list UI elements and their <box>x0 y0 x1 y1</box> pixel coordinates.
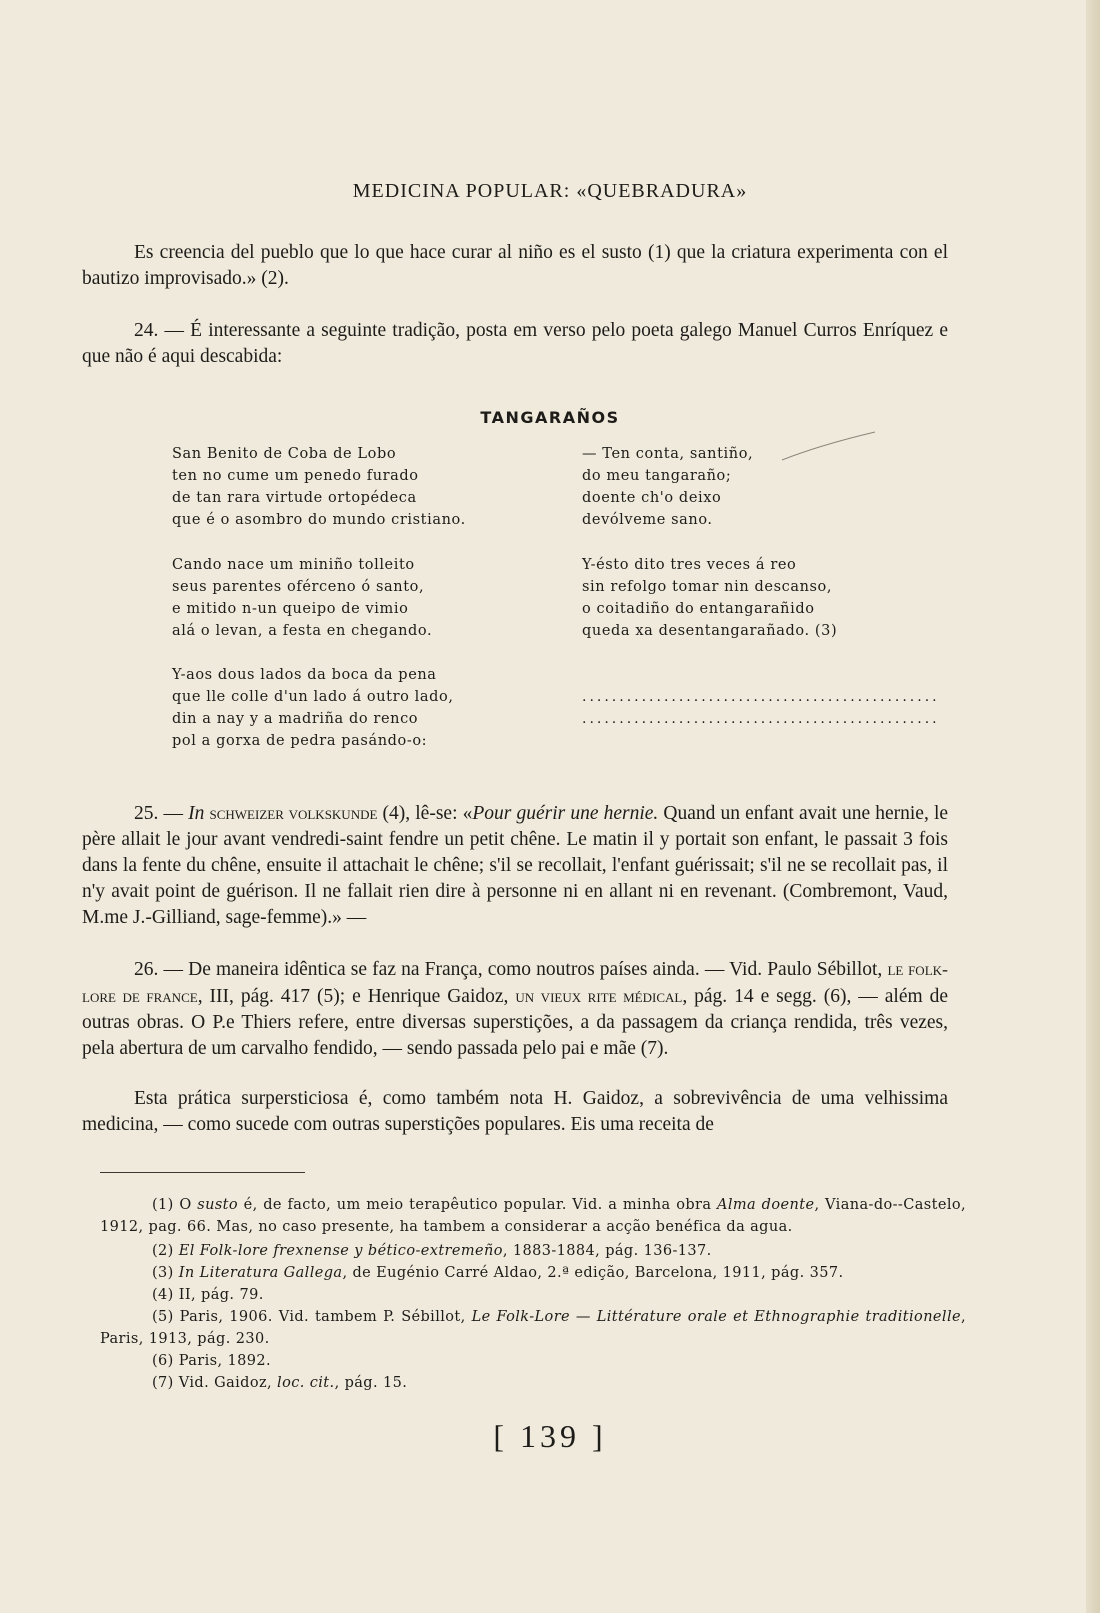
italic-term: loc. cit. <box>277 1375 335 1391</box>
italic-heading: Pour guérir une hernie. <box>472 803 659 824</box>
running-head: MEDICINA POPULAR: «QUEBRADURA» <box>352 180 748 202</box>
text-fragment: (2) <box>152 1243 179 1259</box>
source-title: schweizer volkskunde <box>209 803 378 823</box>
paragraph-number: 25. — <box>134 803 189 824</box>
source-title: un vieux rite médical <box>515 986 683 1006</box>
text-fragment: é, de facto, um meio terapêutico popular. Vid. a minha obra <box>238 1197 717 1213</box>
stanza-left-3 <box>172 664 454 752</box>
verse-line: alá o levan, a festa en chegando. <box>172 623 433 639</box>
verse-line: queda xa desentangarañado. (3) <box>582 623 838 639</box>
verse-line: que lle colle d'un lado á outro lado, <box>172 689 454 705</box>
footnote-3 <box>100 1262 966 1284</box>
verse-line: e mitido n-un queipo de vimio <box>172 601 409 617</box>
text-fragment: (1) O <box>152 1197 198 1213</box>
italic-title: Alma doente <box>716 1197 815 1213</box>
text-fragment: , III, pág. 417 (5); e Henrique Gaidoz, <box>197 986 516 1007</box>
paragraph-25 <box>82 800 948 931</box>
pencil-mark <box>780 430 880 470</box>
paragraph-26 <box>82 956 948 1062</box>
verse-line: din a nay y a madriña do renco <box>172 711 419 727</box>
page-number: [ 139 ] <box>493 1418 607 1454</box>
verse-line: Y-ésto dito tres veces á reo <box>582 557 797 573</box>
verse-line: o coitadiño do entangarañido <box>582 601 815 617</box>
verse-line: que é o asombro do mundo cristiano. <box>172 512 466 528</box>
italic-title: In Literatura Gallega <box>178 1265 343 1281</box>
poem-title: TANGARAÑOS <box>480 408 620 427</box>
stanza-right-1 <box>582 443 753 531</box>
text-fragment: (7) Vid. Gaidoz, <box>152 1375 278 1391</box>
text-fragment: , Viana-do--Castelo, 1912, pag. 66. Mas, no caso presente, ha tambem a considerar a acção benéfica da agua. <box>100 1197 967 1235</box>
verse-line: — Ten conta, santiño, <box>582 446 754 462</box>
text-fragment: , Paris, 1913, pág. 230. <box>100 1309 966 1347</box>
text-fragment: (3) <box>152 1265 179 1281</box>
verse-line: devólveme sano. <box>582 512 713 528</box>
ellipsis-line: ................................................ <box>582 689 940 705</box>
source-title: le folk-lore de france <box>82 959 948 1006</box>
italic-title: El Folk-lore frexnense y bético-extremeño <box>178 1243 503 1259</box>
text-fragment: (5) Paris, 1906. Vid. tambem P. Sébillot, <box>152 1309 472 1325</box>
verse-line: ten no cume um penedo furado <box>172 468 419 484</box>
intro-paragraph: Es creencia del pueblo que lo que hace curar al niño es el susto (1) que la criatura experimenta con el bautizo improvisado.» (2). <box>82 242 948 289</box>
text-fragment: , 1883-1884, pág. 136-137. <box>502 1243 712 1259</box>
footnote-5 <box>100 1306 966 1350</box>
verse-line: Cando nace um miniño tolleito <box>172 557 415 573</box>
verse-line: pol a gorxa de pedra pasándo-o: <box>172 733 428 749</box>
text-fragment: , pág. 15. <box>334 1375 408 1391</box>
text-fragment: Quand un enfant avait une hernie, le père allait le jour avant vendredi-saint fendre un petit chêne. Le matin il y portait son enfant, le passait 3 fois dans la fente du chêne, ensuite il attachait le chêne; s'il se recollait, l'enfant guérissait; s'il ne se recollait pas, il n'y avait point de guérison. Il ne fallait rien dire à personne ni en allant ni en revenant. (Combremont, Vaud, M.me J.-Gilliand, sage-femme).» — <box>82 803 949 928</box>
verse-line: Y-aos dous lados da boca da pena <box>172 667 437 683</box>
text-fragment: (4), lê-se: « <box>377 803 473 824</box>
footnote-rule <box>100 1172 305 1173</box>
footnote-2 <box>100 1240 966 1262</box>
verse-line: San Benito de Coba de Lobo <box>172 446 397 462</box>
footnote-6: (6) Paris, 1892. <box>152 1353 272 1369</box>
verse-line: sin refolgo tomar nin descanso, <box>582 579 833 595</box>
ellipsis-line: ................................................ <box>582 711 940 727</box>
text-fragment: , de Eugénio Carré Aldao, 2.ª edição, Barcelona, 1911, pág. 357. <box>342 1265 844 1281</box>
text-fragment: 26. — De maneira idêntica se faz na França, como noutros países ainda. — Vid. Paulo Sébillot, <box>134 959 888 980</box>
verse-line: de tan rara virtude ortopédeca <box>172 490 417 506</box>
italic-title: Le Folk-Lore — Littérature orale et Ethnographie traditionelle <box>471 1309 961 1325</box>
italic-term: susto <box>197 1197 239 1213</box>
paragraph-24: 24. — É interessante a seguinte tradição, posta em verso pelo poeta galego Manuel Curros Enríquez e que não é aqui descabida: <box>82 320 948 367</box>
verse-line: do meu tangaraño; <box>582 468 732 484</box>
verse-line: doente ch'o deixo <box>582 490 722 506</box>
page-edge <box>1086 0 1100 1613</box>
footnote-7 <box>100 1372 966 1394</box>
stanza-left-2 <box>172 554 432 642</box>
footnote-4: (4) II, pág. 79. <box>152 1287 264 1303</box>
stanza-left-1 <box>172 443 466 531</box>
text-fragment: , pág. 14 e segg. (6), — além de outras obras. O P.e Thiers refere, entre diversas superstições, a da passagem da criança rendida, três vezes, pela abertura de um carvalho fendido, — sendo passada pelo pai e mãe (7). <box>82 986 949 1059</box>
italic-in: In <box>188 803 205 824</box>
verse-line: seus parentes oférceno ó santo, <box>172 579 425 595</box>
paragraph-27: Esta prática surpersticiosa é, como também nota H. Gaidoz, a sobrevivência de uma velhissima medicina, — como sucede com outras superstições populares. Eis uma receita de <box>82 1088 948 1135</box>
stanza-right-2 <box>582 554 837 642</box>
footnote-1 <box>100 1194 966 1238</box>
